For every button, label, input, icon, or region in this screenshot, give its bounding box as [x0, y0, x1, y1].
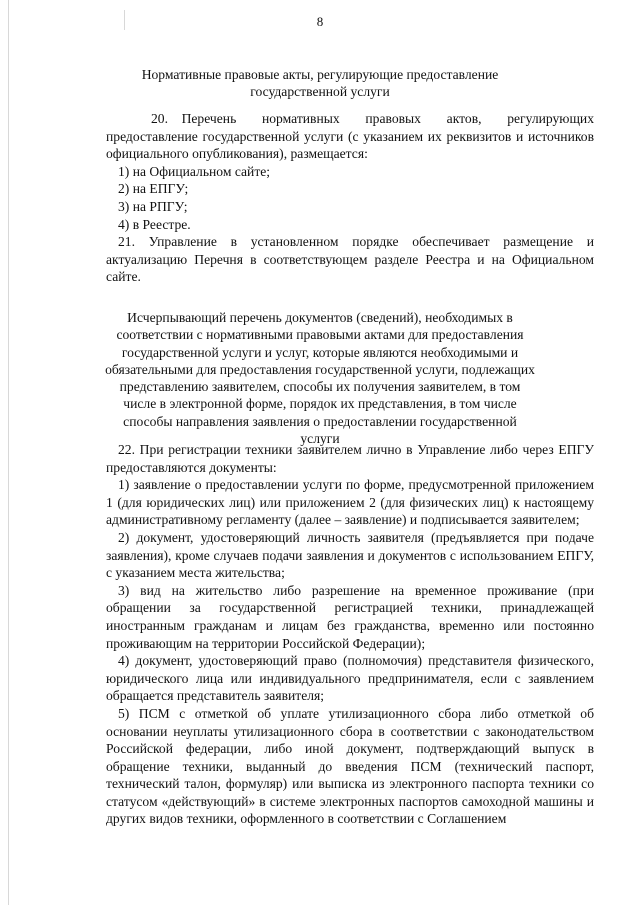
section-documents-body: [106, 441, 594, 828]
paragraph-22: 22. При регистрации техники заявителем лично в Управление либо через ЕПГУ предоставляются документы:: [106, 442, 594, 475]
list-item: 2) документ, удостоверяющий личность заявителя (предъявляется при подаче заявления), кроме случаев подачи заявления и документов с использованием ЕПГУ, с указанием места жительства;: [106, 529, 594, 581]
section-legal-acts-body: [106, 110, 594, 286]
section-title-documents: Исчерпывающий перечень документов (сведений), необходимых в соответствии с нормативными правовыми актами для предоставления государственной услуги и услуг, которые являются необходимыми и обязательными для предоставления государственной услуги, подлежащих представлению заявителем, способы их получения заявителем, в том числе в электронной форме, порядок их представления, в том числе способы направления заявления о предоставлении государственной услуги: [105, 310, 535, 447]
section-title-legal-acts: Нормативные правовые акты, регулирующие предоставление государственной услуги: [141, 67, 499, 100]
list-item: 4) в Реестре.: [118, 216, 191, 232]
paragraph-20: 20. Перечень нормативных правовых актов, регулирующих предоставление государственной услуги (с указанием их реквизитов и источников официального опубликования), размещается:: [106, 111, 594, 162]
paragraph-21: 21. Управление в установленном порядке обеспечивает размещение и актуализацию Перечня в соответствующем разделе Реестра и на Официальном сайте.: [106, 234, 594, 285]
scan-edge-line: [8, 0, 9, 905]
list-item: 4) документ, удостоверяющий право (полномочия) представителя физического, юридического лица или индивидуального предпринимателя, если с заявлением обращается представитель заявителя;: [106, 653, 594, 704]
list-item: 1) заявление о предоставлении услуги по форме, предусмотренной приложением 1 (для юридических лиц) или приложением 2 (для физических лиц) к настоящему административному регламенту (далее – заявление) и подписывается заявителем;: [106, 477, 594, 528]
page-number: 8: [316, 14, 324, 29]
list-item: 3) на РПГУ;: [118, 198, 188, 214]
list-item: 3) вид на жительство либо разрешение на временное проживание (при обращении за государственной регистрацией техники, принадлежащей иностранным гражданам и лицам без гражданства, временно или постоянно проживающим на территории Российской Федерации);: [106, 582, 594, 651]
list-item: 2) на ЕПГУ;: [118, 181, 189, 197]
list-item: 5) ПСМ с отметкой об уплате утилизационного сбора либо отметкой об основании неуплаты утилизационного сбора в соответствии с законодательством Российской федерации, либо иной документ, подтверждающий выпуск в обращение техники, выданный до введения ПСМ (технический паспорт, технический талон, формуляр) или выписка из электронного паспорта техники со статусом «действующий» в системе электронных паспортов самоходной машины и других видов техники, оформленного в соответствии с Соглашением: [106, 705, 594, 827]
list-item: 1) на Официальном сайте;: [118, 163, 271, 179]
